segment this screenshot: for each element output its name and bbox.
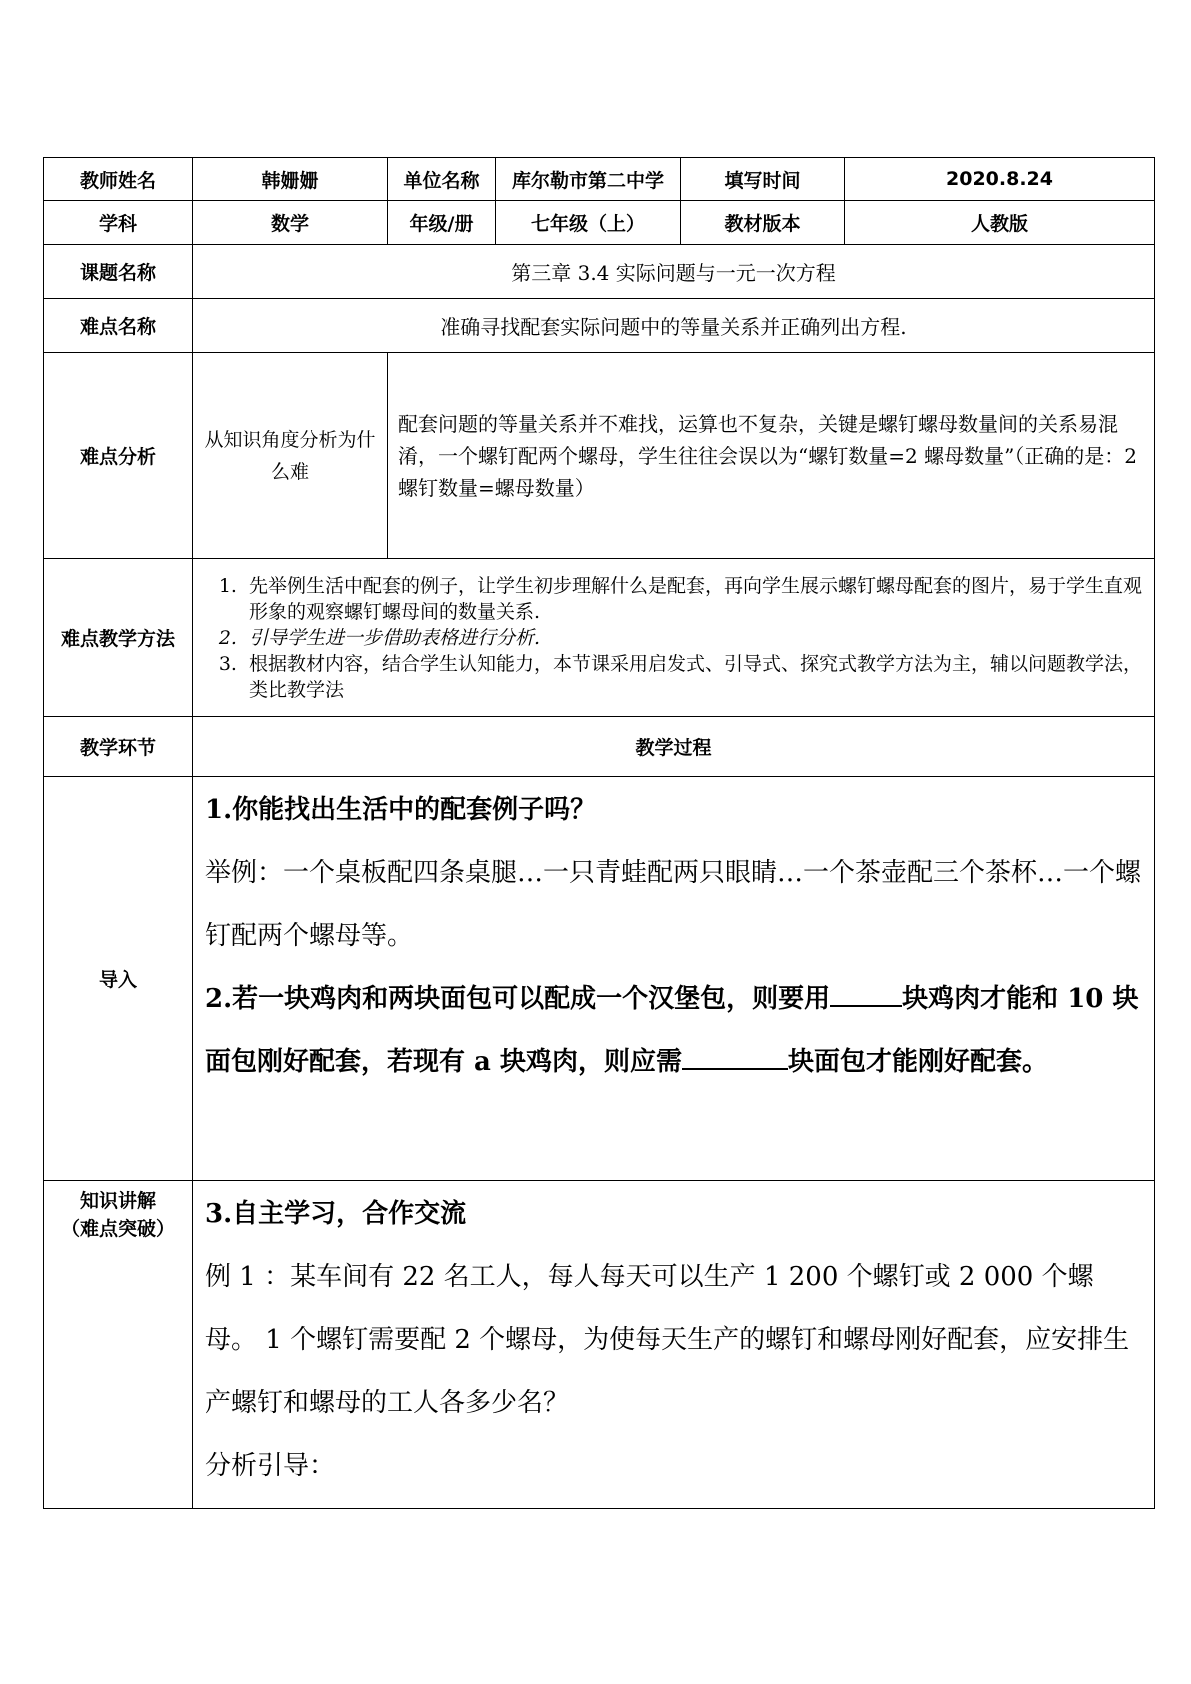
intro-question-2 — [205, 968, 1142, 1094]
intro-row — [44, 777, 1155, 1181]
knowledge-row — [44, 1181, 1155, 1509]
stage-label: 教学环节 — [44, 717, 193, 777]
methods-label: 难点教学方法 — [44, 559, 193, 717]
difficulty-label: 难点名称 — [44, 299, 193, 353]
answer-blank-2[interactable] — [682, 1040, 788, 1070]
analysis-sub-label: 从知识角度分析为什么难 — [193, 353, 388, 559]
intro-content — [193, 777, 1155, 1181]
intro-question-1: 1.你能找出生活中的配套例子吗？ — [205, 795, 597, 825]
methods-item-2: 2. 引导学生进一步借助表格进行分析. — [243, 625, 1144, 651]
knowledge-label-line-1: 知识讲解 — [79, 1190, 156, 1212]
lesson-plan-sheet — [43, 157, 1154, 1509]
edition-label: 教材版本 — [681, 201, 845, 245]
unit-label: 单位名称 — [388, 158, 496, 201]
topic-value: 第三章 3.4 实际问题与一元一次方程 — [193, 245, 1155, 299]
grade-value: 七年级（上） — [496, 201, 681, 245]
q2-part-1: 2.若一块鸡肉和两块面包可以配成一个汉堡包，则要用 — [205, 984, 831, 1014]
analysis-text: 配套问题的等量关系并不难找，运算也不复杂，关键是螺钉螺母数量间的关系易混淆，一个螺钉配两个螺母，学生往往会误以为“螺钉数量=2 螺母数量”（正确的是：2 螺钉数量=螺母数量） — [388, 353, 1155, 559]
methods-content — [193, 559, 1155, 717]
grade-label: 年级/册 — [388, 201, 496, 245]
date-value: 2020.8.24 — [845, 158, 1155, 201]
difficulty-value: 准确寻找配套实际问题中的等量关系并正确列出方程. — [193, 299, 1155, 353]
topic-row — [44, 245, 1155, 299]
header-row-2 — [44, 201, 1155, 245]
methods-item-3: 3. 根据教材内容，结合学生认知能力，本节课采用启发式、引导式、探究式教学方法为主，辅以问题教学法，类比教学法 — [243, 651, 1144, 703]
teacher-value: 韩姗姗 — [193, 158, 388, 201]
edition-value: 人教版 — [845, 201, 1155, 245]
methods-row — [44, 559, 1155, 717]
knowledge-label-line-2: （难点突破） — [60, 1218, 175, 1240]
q2-part-2: 块鸡肉才能和 10 块面包刚好配套，若现有 a 块鸡肉，则应需 — [205, 984, 1139, 1077]
knowledge-guide: 分析引导： — [205, 1451, 336, 1481]
unit-value: 库尔勒市第二中学 — [496, 158, 681, 201]
lesson-plan-table — [43, 157, 1155, 1509]
analysis-row — [44, 353, 1155, 559]
teacher-label: 教师姓名 — [44, 158, 193, 201]
methods-item-1: 1. 先举例生活中配套的例子，让学生初步理解什么是配套，再向学生展示螺钉螺母配套的图片，易于学生直观形象的观察螺钉螺母间的数量关系. — [243, 573, 1144, 625]
knowledge-label — [44, 1181, 193, 1509]
knowledge-content — [193, 1181, 1155, 1509]
subject-label: 学科 — [44, 201, 193, 245]
methods-list — [203, 573, 1144, 703]
topic-label: 课题名称 — [44, 245, 193, 299]
answer-blank-1[interactable] — [830, 977, 902, 1007]
subject-value: 数学 — [193, 201, 388, 245]
header-row-1 — [44, 158, 1155, 201]
analysis-label: 难点分析 — [44, 353, 193, 559]
date-label: 填写时间 — [681, 158, 845, 201]
knowledge-example: 例 1 ：某车间有 22 名工人，每人每天可以生产 1 200 个螺钉或 2 000 个螺母。 1 个螺钉需要配 2 个螺母，为使每天生产的螺钉和螺母刚好配套，应安排生产螺钉和螺母的工人各多少名？ — [205, 1262, 1130, 1418]
knowledge-heading: 3.自主学习，合作交流 — [205, 1199, 467, 1229]
intro-examples: 举例：一个桌板配四条桌腿…一只青蛙配两只眼睛…一个茶壶配三个茶杯…一个螺钉配两个螺母等。 — [205, 858, 1142, 951]
process-header-row — [44, 717, 1155, 777]
process-label: 教学过程 — [193, 717, 1155, 777]
difficulty-row — [44, 299, 1155, 353]
q2-part-3: 块面包才能刚好配套。 — [787, 1047, 1048, 1077]
intro-label: 导入 — [44, 777, 193, 1181]
